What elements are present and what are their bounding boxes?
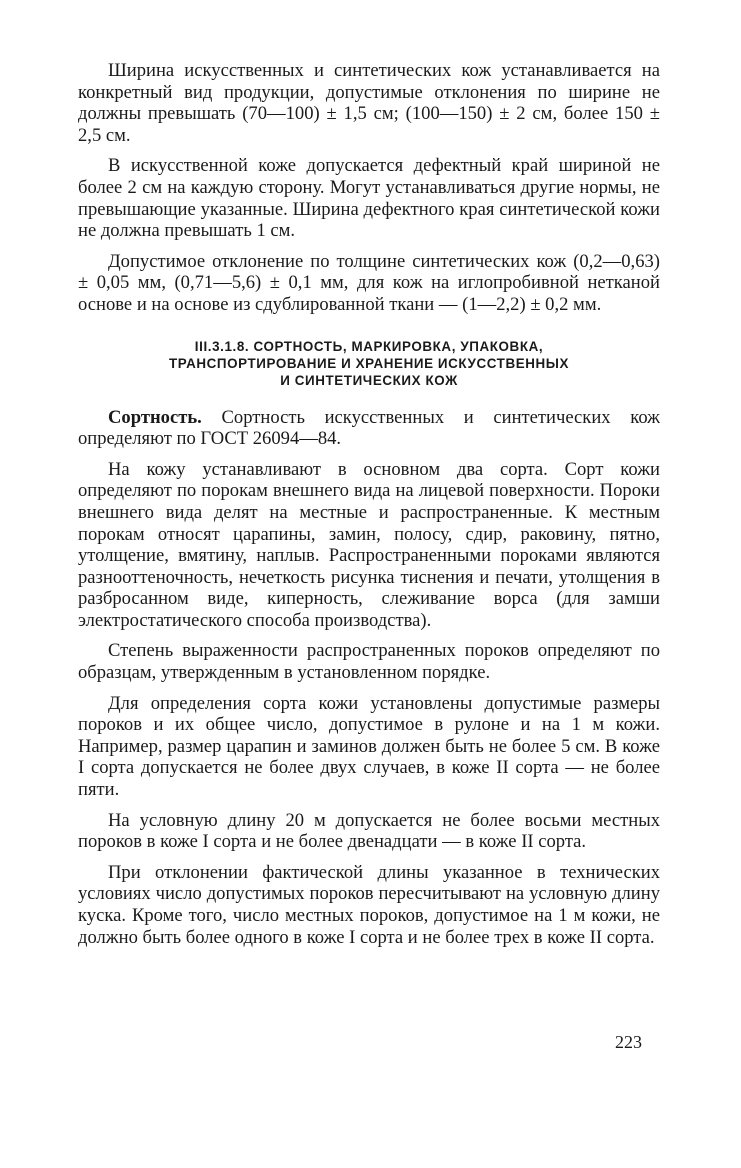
paragraph-width: Ширина искусственных и синтетических кож устанавливается на конкретный вид продукции, допустимые отклонения по ширине не должны превышать (70—100) ± 1,5 см; (100—150) ± 2 см, более 150 ± 2,5 см. [78, 60, 660, 146]
text-block [78, 60, 660, 948]
sortnost-lead: Сортность. [108, 406, 202, 428]
section-heading [78, 338, 660, 389]
paragraph-length-deviation: При отклонении фактической длины указанное в технических условиях число допустимых пороков пересчитывают на условную длину куска. Кроме того, число местных пороков, допустимое на 1 м кожи, не должно быть более одного в коже I сорта и не более трех в коже II сорта. [78, 861, 660, 948]
page-number: 223 [615, 1032, 642, 1052]
paragraph-conditional-length: На условную длину 20 м допускается не более восьми местных пороков в коже I сорта и не более двенадцати — в коже II сорта. [78, 809, 660, 853]
section-heading-line-1: III.3.1.8. СОРТНОСТЬ, МАРКИРОВКА, УПАКОВКА, [194, 338, 544, 354]
sortnost-text: Сортность искусственных и синтетических кож определяют по ГОСТ 26094—84. [78, 406, 660, 450]
paragraph-defect-edge: В искусственной коже допускается дефектный край шириной не более 2 см на каждую сторону. Могут устанавливаться другие нормы, не превышающие указанные. Ширина дефектного края синтетической кожи не должна превышать 1 см. [78, 155, 660, 242]
paragraph-sortnost [78, 407, 660, 450]
paragraph-grades: На кожу устанавливают в основном два сорта. Сорт кожи определяют по порокам внешнего вида на лицевой поверхности. Пороки внешнего вида делят на местные и распространенные. К местным порокам относят царапины, замин, полосу, сдир, раковину, пятно, утолщение, вмятину, наплыв. Распространенными пороками являются разнооттеночность, нечеткость рисунка тиснения и печати, утолщения в разбросанном виде, киперность, слеживание ворса (для замши электростатического способа производства). [78, 458, 660, 631]
section-heading-line-2: ТРАНСПОРТИРОВАНИЕ И ХРАНЕНИЕ ИСКУССТВЕННЫХ [168, 355, 570, 371]
paragraph-grade-definition: Для определения сорта кожи установлены допустимые размеры пороков и их общее число, допустимое в рулоне и на 1 м кожи. Например, размер царапин и заминов должен быть не более 5 см. В коже I сорта допускается не более двух случаев, в коже II сорта — не более пяти. [78, 692, 660, 801]
paragraph-degree: Степень выраженности распространенных пороков определяют по образцам, утвержденным в установленном порядке. [78, 640, 660, 684]
section-heading-line-3: И СИНТЕТИЧЕСКИХ КОЖ [280, 372, 458, 388]
paragraph-thickness: Допустимое отклонение по толщине синтетических кож (0,2—0,63) ± 0,05 мм, (0,71—5,6) ± 0,1 мм, для кож на иглопробивной нетканой основе и на основе из сдублированной ткани — (1—2,2) ± 0,2 мм. [78, 250, 660, 315]
